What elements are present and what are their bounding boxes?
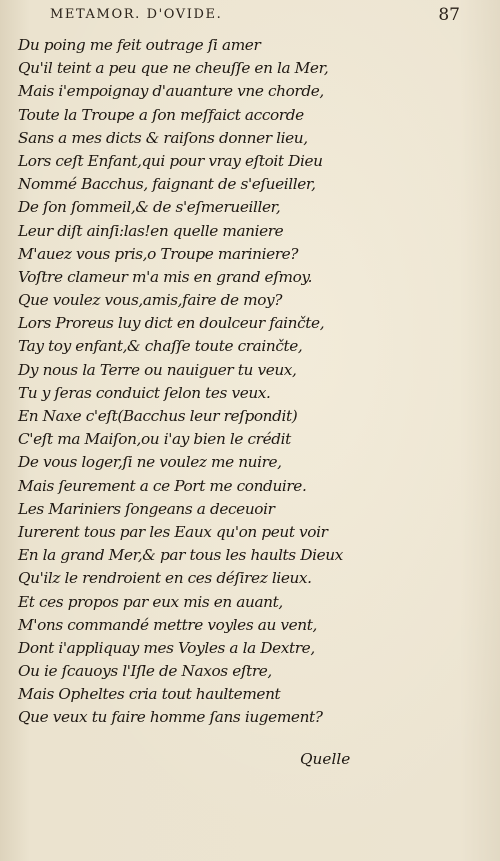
verse-line: Tay toy enfant,& chaſſe toute crainčte, <box>18 337 303 356</box>
verse-line: Ou ie ſcauoys l'Iſle de Naxos eſtre, <box>18 662 272 681</box>
verse-line: Mais i'empoignay d'auanture vne chorde, <box>18 82 324 101</box>
verse-line: Dont i'appliquay mes Voyles a la Dextre, <box>18 638 315 657</box>
verse-line: De vous loger,ſi ne voulez me nuire, <box>18 453 282 472</box>
verse-line: Et ces propos par eux mis en auant, <box>18 592 283 611</box>
verse-line: Sans a mes dicts & raiſons donner lieu, <box>18 128 308 147</box>
verse-line: En Naxe c'eſt(Bacchus leur reſpondit) <box>18 407 298 425</box>
verse-line: Qu'il teint a peu que ne cheuſſe en la Mer, <box>18 59 329 78</box>
running-head: METAMOR. D'OVIDE. <box>50 7 223 22</box>
verse-line: Voſtre clameur m'a mis en grand eſmoy. <box>18 267 313 286</box>
verse-line: Leur diſt ainſi:las!en quelle maniere <box>18 221 284 240</box>
verse-line: Iurerent tous par les Eaux qu'on peut voir <box>18 522 328 541</box>
verse-line: Toute la Troupe a ſon meſfaict accorde <box>18 105 304 124</box>
verse-line: Dy nous la Terre ou nauiguer tu veux, <box>18 360 297 379</box>
page-header <box>50 5 460 27</box>
verse-line: Mais ſeurement a ce Port me conduire. <box>18 476 307 495</box>
verse-line: C'eſt ma Maiſon,ou i'ay bien le crédit <box>18 430 291 449</box>
verse-line: Tu y ſeras conduict ſelon tes veux. <box>18 383 271 402</box>
verse-line: Que voulez vous,amis,faire de moy? <box>18 291 283 310</box>
verse-line: Mais Opheltes cria tout haultement <box>18 685 281 704</box>
verse-line: Que veux tu faire homme ſans iugement? <box>18 708 323 727</box>
page-number: 87 <box>438 5 460 25</box>
verse-line: M'auez vous pris,o Troupe mariniere? <box>18 244 299 263</box>
verse-line: En la grand Mer,& par tous les haults Dieux <box>18 546 343 565</box>
verse-line: Lors Proreus luy dict en doulceur fainčte, <box>18 314 325 333</box>
verse-line: De ſon ſommeil,& de s'eſmerueiller, <box>18 198 281 217</box>
verse-line: Lors ceſt Enfant,qui pour vray eſtoit Dieu <box>18 151 323 170</box>
verse-line: Du poing me feit outrage ſi amer <box>18 36 261 54</box>
verse-line: Les Mariniers ſongeans a deceuoir <box>18 499 275 518</box>
verse-line: M'ons commandé mettre voyles au vent, <box>18 615 317 634</box>
verse-block <box>18 34 458 730</box>
verse-line: Qu'ilz le rendroient en ces déſirez lieux. <box>18 569 312 588</box>
catchword: Quelle <box>300 750 351 768</box>
verse-line: Nommé Bacchus, faignant de s'eſueiller, <box>18 175 316 194</box>
